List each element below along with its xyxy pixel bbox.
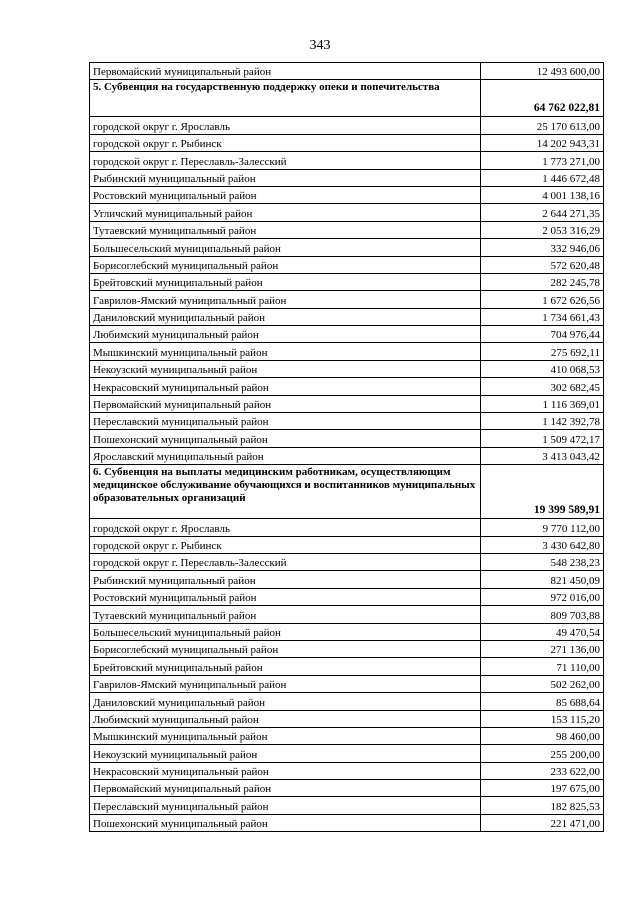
amount-value: 2 644 271,35	[481, 204, 604, 221]
table-row	[90, 204, 604, 221]
table-row	[90, 239, 604, 256]
table-row	[90, 430, 604, 447]
amount-value: 3 430 642,80	[481, 536, 604, 553]
table-row	[90, 395, 604, 412]
amount-value: 1 446 672,48	[481, 169, 604, 186]
recipient-name: Даниловский муниципальный район	[90, 308, 481, 325]
recipient-name: Переславский муниципальный район	[90, 413, 481, 430]
recipient-name: Тутаевский муниципальный район	[90, 606, 481, 623]
recipient-name: Ростовский муниципальный район	[90, 186, 481, 203]
amount-value: 221 471,00	[481, 814, 604, 831]
recipient-name: городской округ г. Рыбинск	[90, 536, 481, 553]
table-row	[90, 588, 604, 605]
recipient-name: Некрасовский муниципальный район	[90, 762, 481, 779]
table-row	[90, 762, 604, 779]
amount-value: 502 262,00	[481, 675, 604, 692]
table-row	[90, 745, 604, 762]
recipient-name: Рыбинский муниципальный район	[90, 169, 481, 186]
amount-value: 71 110,00	[481, 658, 604, 675]
table-row	[90, 117, 604, 134]
recipient-name: Первомайский муниципальный район	[90, 395, 481, 412]
table-row	[90, 291, 604, 308]
recipient-name: Борисоглебский муниципальный район	[90, 256, 481, 273]
amount-value: 332 946,06	[481, 239, 604, 256]
table-row	[90, 797, 604, 814]
table-row	[90, 519, 604, 536]
recipient-name: Большесельский муниципальный район	[90, 623, 481, 640]
table-row	[90, 308, 604, 325]
section-total: 19 399 589,91	[481, 465, 604, 519]
amount-value: 821 450,09	[481, 571, 604, 588]
recipient-name: Угличский муниципальный район	[90, 204, 481, 221]
table-row	[90, 152, 604, 169]
recipient-name: Борисоглебский муниципальный район	[90, 640, 481, 657]
recipient-name: Первомайский муниципальный район	[90, 63, 481, 80]
amount-value: 1 734 661,43	[481, 308, 604, 325]
table-row	[90, 780, 604, 797]
recipient-name: Пошехонский муниципальный район	[90, 430, 481, 447]
table-row	[90, 606, 604, 623]
section-header-6	[90, 465, 604, 519]
table-row	[90, 571, 604, 588]
amount-value: 410 068,53	[481, 360, 604, 377]
recipient-name: Некоузский муниципальный район	[90, 360, 481, 377]
recipient-name: Пошехонский муниципальный район	[90, 814, 481, 831]
recipient-name: Мышкинский муниципальный район	[90, 343, 481, 360]
recipient-name: Мышкинский муниципальный район	[90, 727, 481, 744]
amount-value: 153 115,20	[481, 710, 604, 727]
amount-value: 49 470,54	[481, 623, 604, 640]
amount-value: 1 509 472,17	[481, 430, 604, 447]
amount-value: 572 620,48	[481, 256, 604, 273]
subvention-table	[89, 62, 604, 832]
recipient-name: городской округ г. Переславль-Залесский	[90, 553, 481, 570]
table-row	[90, 326, 604, 343]
amount-value: 972 016,00	[481, 588, 604, 605]
amount-value: 255 200,00	[481, 745, 604, 762]
recipient-name: Гаврилов-Ямский муниципальный район	[90, 675, 481, 692]
table-row	[90, 273, 604, 290]
table-row	[90, 675, 604, 692]
recipient-name: Ярославский муниципальный район	[90, 447, 481, 464]
table-row	[90, 640, 604, 657]
amount-value: 282 245,78	[481, 273, 604, 290]
recipient-name: Даниловский муниципальный район	[90, 693, 481, 710]
recipient-name: Переславский муниципальный район	[90, 797, 481, 814]
table-row	[90, 343, 604, 360]
amount-value: 233 622,00	[481, 762, 604, 779]
recipient-name: городской округ г. Ярославль	[90, 519, 481, 536]
table-row	[90, 447, 604, 464]
table-row	[90, 169, 604, 186]
section-title: 5. Субвенция на государственную поддержку опеки и попечительства	[90, 80, 481, 117]
section-title: 6. Субвенция на выплаты медицинским работникам, осуществляющим медицинское обслуживание обучающихся и воспитанников муниципальных образовательных организаций	[90, 465, 481, 519]
table-row	[90, 221, 604, 238]
table-row	[90, 693, 604, 710]
amount-value: 182 825,53	[481, 797, 604, 814]
amount-value: 271 136,00	[481, 640, 604, 657]
amount-value: 809 703,88	[481, 606, 604, 623]
amount-value: 25 170 613,00	[481, 117, 604, 134]
amount-value: 3 413 043,42	[481, 447, 604, 464]
amount-value: 275 692,11	[481, 343, 604, 360]
table-row	[90, 536, 604, 553]
recipient-name: Ростовский муниципальный район	[90, 588, 481, 605]
amount-value: 85 688,64	[481, 693, 604, 710]
recipient-name: городской округ г. Рыбинск	[90, 134, 481, 151]
table-row	[90, 134, 604, 151]
amount-value: 704 976,44	[481, 326, 604, 343]
amount-value: 98 460,00	[481, 727, 604, 744]
amount-value: 548 238,23	[481, 553, 604, 570]
table-row	[90, 378, 604, 395]
amount-value: 9 770 112,00	[481, 519, 604, 536]
table-row	[90, 360, 604, 377]
recipient-name: Брейтовский муниципальный район	[90, 658, 481, 675]
amount-value: 302 682,45	[481, 378, 604, 395]
amount-value: 1 672 626,56	[481, 291, 604, 308]
recipient-name: Любимский муниципальный район	[90, 710, 481, 727]
recipient-name: Тутаевский муниципальный район	[90, 221, 481, 238]
table-row	[90, 710, 604, 727]
recipient-name: Рыбинский муниципальный район	[90, 571, 481, 588]
amount-value: 12 493 600,00	[481, 63, 604, 80]
section-total: 64 762 022,81	[481, 80, 604, 117]
table-row	[90, 256, 604, 273]
table-row	[90, 727, 604, 744]
amount-value: 197 675,00	[481, 780, 604, 797]
amount-value: 1 142 392,78	[481, 413, 604, 430]
recipient-name: Некрасовский муниципальный район	[90, 378, 481, 395]
amount-value: 14 202 943,31	[481, 134, 604, 151]
section-header-5	[90, 80, 604, 117]
recipient-name: Брейтовский муниципальный район	[90, 273, 481, 290]
table-row	[90, 186, 604, 203]
recipient-name: городской округ г. Ярославль	[90, 117, 481, 134]
table-row	[90, 658, 604, 675]
table-row	[90, 623, 604, 640]
table-row	[90, 63, 604, 80]
recipient-name: Некоузский муниципальный район	[90, 745, 481, 762]
recipient-name: Любимский муниципальный район	[90, 326, 481, 343]
amount-value: 2 053 316,29	[481, 221, 604, 238]
table-row	[90, 413, 604, 430]
amount-value: 1 116 369,01	[481, 395, 604, 412]
recipient-name: городской округ г. Переславль-Залесский	[90, 152, 481, 169]
recipient-name: Большесельский муниципальный район	[90, 239, 481, 256]
amount-value: 1 773 271,00	[481, 152, 604, 169]
table-row	[90, 553, 604, 570]
recipient-name: Первомайский муниципальный район	[90, 780, 481, 797]
recipient-name: Гаврилов-Ямский муниципальный район	[90, 291, 481, 308]
table-row	[90, 814, 604, 831]
page-number: 343	[309, 38, 331, 53]
amount-value: 4 001 138,16	[481, 186, 604, 203]
